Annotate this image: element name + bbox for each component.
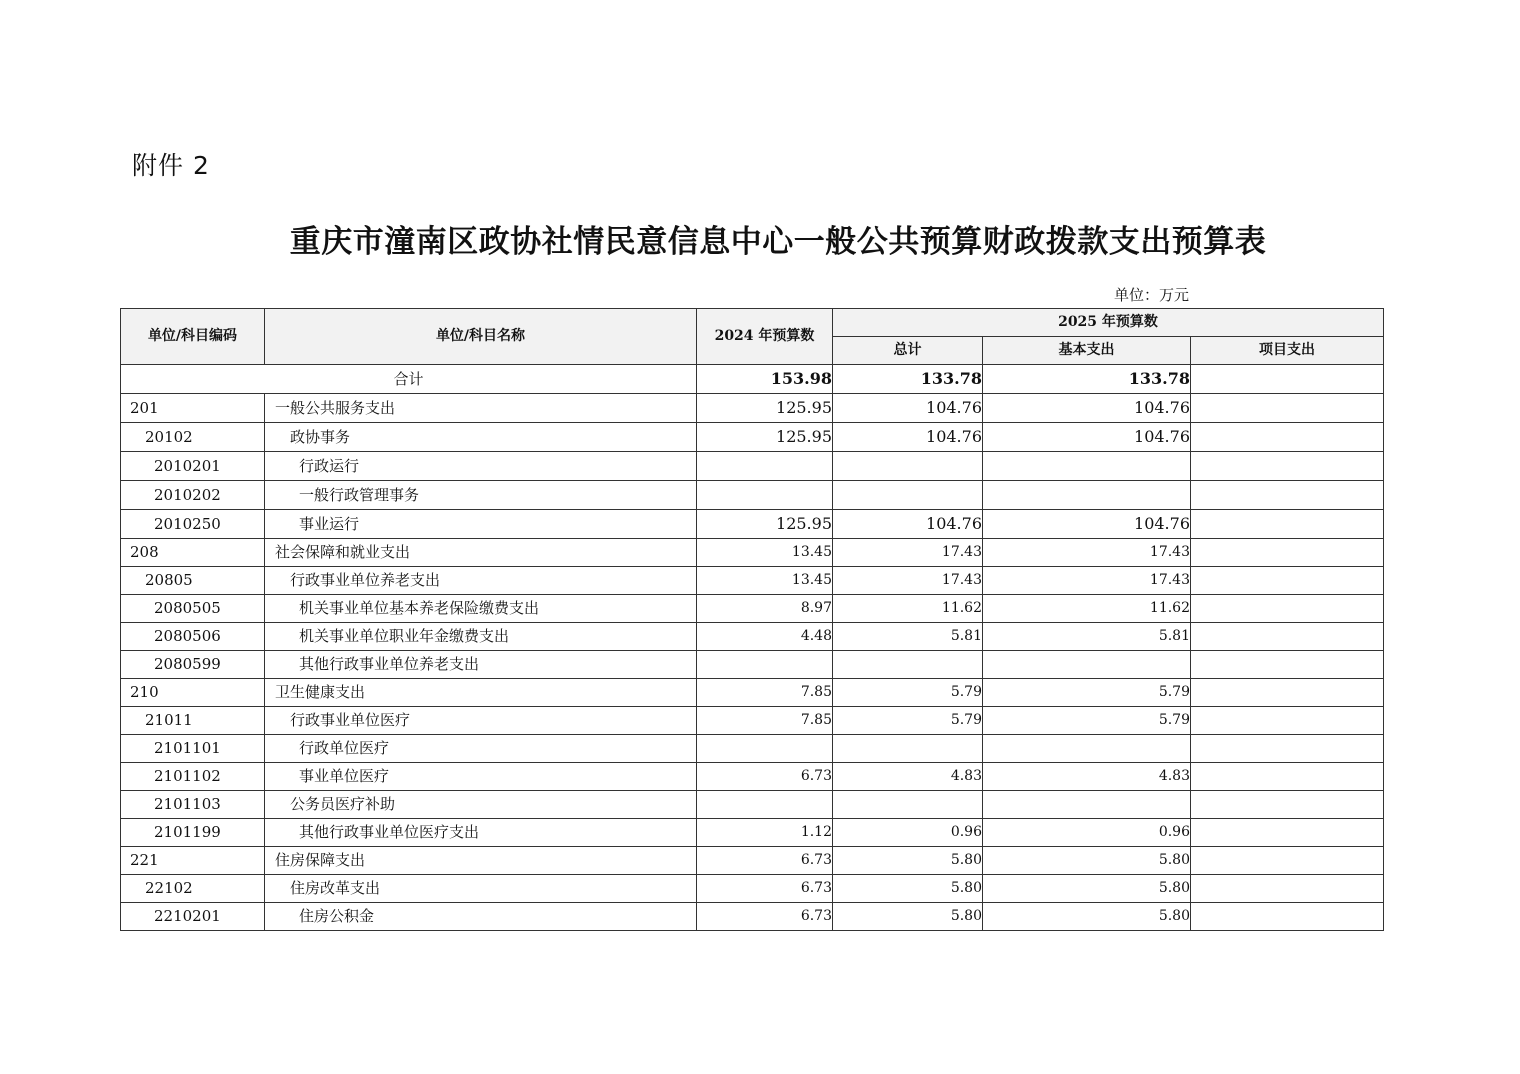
row-2024 bbox=[697, 735, 833, 763]
row-name: 一般公共服务支出 bbox=[265, 394, 697, 423]
row-name: 机关事业单位基本养老保险缴费支出 bbox=[265, 595, 697, 623]
table-row bbox=[121, 651, 1384, 679]
table-row bbox=[121, 623, 1384, 651]
table-row bbox=[121, 903, 1384, 931]
row-total: 17.43 bbox=[833, 539, 983, 567]
row-2024 bbox=[697, 651, 833, 679]
row-project bbox=[1191, 481, 1384, 510]
row-basic: 104.76 bbox=[983, 510, 1191, 539]
row-basic: 11.62 bbox=[983, 595, 1191, 623]
header-project: 项目支出 bbox=[1191, 337, 1384, 365]
row-total bbox=[833, 735, 983, 763]
table-row bbox=[121, 819, 1384, 847]
row-project bbox=[1191, 651, 1384, 679]
row-2024 bbox=[697, 452, 833, 481]
row-basic bbox=[983, 651, 1191, 679]
header-code: 单位/科目编码 bbox=[121, 309, 265, 365]
row-total: 104.76 bbox=[833, 510, 983, 539]
header-2025: 2025 年预算数 bbox=[833, 309, 1384, 337]
row-basic: 0.96 bbox=[983, 819, 1191, 847]
table-row bbox=[121, 423, 1384, 452]
row-name: 政协事务 bbox=[265, 423, 697, 452]
row-code: 2101199 bbox=[121, 819, 265, 847]
row-total bbox=[833, 651, 983, 679]
row-code: 2010202 bbox=[121, 481, 265, 510]
total-label: 合计 bbox=[121, 365, 697, 394]
row-project bbox=[1191, 623, 1384, 651]
row-total: 5.80 bbox=[833, 847, 983, 875]
header-total: 总计 bbox=[833, 337, 983, 365]
total-total: 133.78 bbox=[833, 365, 983, 394]
row-basic: 17.43 bbox=[983, 539, 1191, 567]
row-name: 住房保障支出 bbox=[265, 847, 697, 875]
table-header bbox=[121, 309, 1384, 365]
row-basic: 5.79 bbox=[983, 679, 1191, 707]
row-total: 17.43 bbox=[833, 567, 983, 595]
row-code: 2080505 bbox=[121, 595, 265, 623]
row-code: 221 bbox=[121, 847, 265, 875]
budget-table bbox=[120, 308, 1384, 931]
total-2024: 153.98 bbox=[697, 365, 833, 394]
row-project bbox=[1191, 567, 1384, 595]
row-basic: 104.76 bbox=[983, 423, 1191, 452]
row-name: 卫生健康支出 bbox=[265, 679, 697, 707]
row-basic: 17.43 bbox=[983, 567, 1191, 595]
row-basic bbox=[983, 452, 1191, 481]
header-name: 单位/科目名称 bbox=[265, 309, 697, 365]
row-basic: 4.83 bbox=[983, 763, 1191, 791]
row-project bbox=[1191, 423, 1384, 452]
row-project bbox=[1191, 595, 1384, 623]
total-row bbox=[121, 365, 1384, 394]
table-row bbox=[121, 567, 1384, 595]
row-code: 2010250 bbox=[121, 510, 265, 539]
row-code: 2101103 bbox=[121, 791, 265, 819]
row-total: 104.76 bbox=[833, 423, 983, 452]
row-name: 其他行政事业单位医疗支出 bbox=[265, 819, 697, 847]
row-code: 210 bbox=[121, 679, 265, 707]
row-code: 208 bbox=[121, 539, 265, 567]
row-project bbox=[1191, 791, 1384, 819]
row-project bbox=[1191, 510, 1384, 539]
table-row bbox=[121, 452, 1384, 481]
row-2024: 125.95 bbox=[697, 510, 833, 539]
table-row bbox=[121, 875, 1384, 903]
row-project bbox=[1191, 847, 1384, 875]
row-code: 2101102 bbox=[121, 763, 265, 791]
row-basic bbox=[983, 481, 1191, 510]
row-2024: 6.73 bbox=[697, 903, 833, 931]
row-code: 20805 bbox=[121, 567, 265, 595]
row-name: 公务员医疗补助 bbox=[265, 791, 697, 819]
row-2024: 7.85 bbox=[697, 707, 833, 735]
row-name: 事业单位医疗 bbox=[265, 763, 697, 791]
row-2024 bbox=[697, 791, 833, 819]
row-code: 2010201 bbox=[121, 452, 265, 481]
row-total: 0.96 bbox=[833, 819, 983, 847]
row-2024: 8.97 bbox=[697, 595, 833, 623]
row-code: 201 bbox=[121, 394, 265, 423]
row-total: 5.79 bbox=[833, 679, 983, 707]
table-row bbox=[121, 763, 1384, 791]
row-2024: 125.95 bbox=[697, 423, 833, 452]
total-project bbox=[1191, 365, 1384, 394]
table-row bbox=[121, 481, 1384, 510]
row-basic bbox=[983, 791, 1191, 819]
row-project bbox=[1191, 707, 1384, 735]
row-total: 5.80 bbox=[833, 903, 983, 931]
row-project bbox=[1191, 539, 1384, 567]
row-total: 4.83 bbox=[833, 763, 983, 791]
row-project bbox=[1191, 394, 1384, 423]
row-name: 社会保障和就业支出 bbox=[265, 539, 697, 567]
row-basic bbox=[983, 735, 1191, 763]
unit-label: 单位：万元 bbox=[1114, 286, 1190, 304]
row-name: 行政运行 bbox=[265, 452, 697, 481]
row-name: 其他行政事业单位养老支出 bbox=[265, 651, 697, 679]
page-title: 重庆市潼南区政协社情民意信息中心一般公共预算财政拨款支出预算表 bbox=[289, 224, 1267, 260]
row-basic: 5.80 bbox=[983, 875, 1191, 903]
row-project bbox=[1191, 763, 1384, 791]
row-project bbox=[1191, 452, 1384, 481]
total-basic: 133.78 bbox=[983, 365, 1191, 394]
table-row bbox=[121, 510, 1384, 539]
row-2024 bbox=[697, 481, 833, 510]
row-name: 行政事业单位医疗 bbox=[265, 707, 697, 735]
row-total: 5.79 bbox=[833, 707, 983, 735]
row-total: 5.80 bbox=[833, 875, 983, 903]
row-project bbox=[1191, 735, 1384, 763]
table-row bbox=[121, 679, 1384, 707]
table-row bbox=[121, 595, 1384, 623]
row-code: 21011 bbox=[121, 707, 265, 735]
row-total bbox=[833, 452, 983, 481]
row-project bbox=[1191, 679, 1384, 707]
row-name: 事业运行 bbox=[265, 510, 697, 539]
row-name: 行政事业单位养老支出 bbox=[265, 567, 697, 595]
table-row bbox=[121, 735, 1384, 763]
row-2024: 7.85 bbox=[697, 679, 833, 707]
row-code: 2080599 bbox=[121, 651, 265, 679]
row-name: 住房公积金 bbox=[265, 903, 697, 931]
row-code: 2210201 bbox=[121, 903, 265, 931]
row-basic: 5.79 bbox=[983, 707, 1191, 735]
header-2024: 2024 年预算数 bbox=[697, 309, 833, 365]
row-total bbox=[833, 481, 983, 510]
table-row bbox=[121, 707, 1384, 735]
header-basic: 基本支出 bbox=[983, 337, 1191, 365]
row-code: 22102 bbox=[121, 875, 265, 903]
row-basic: 104.76 bbox=[983, 394, 1191, 423]
row-2024: 6.73 bbox=[697, 847, 833, 875]
row-name: 行政单位医疗 bbox=[265, 735, 697, 763]
row-code: 2101101 bbox=[121, 735, 265, 763]
table-row bbox=[121, 791, 1384, 819]
table-row bbox=[121, 847, 1384, 875]
row-2024: 4.48 bbox=[697, 623, 833, 651]
row-code: 2080506 bbox=[121, 623, 265, 651]
row-2024: 6.73 bbox=[697, 763, 833, 791]
row-total bbox=[833, 791, 983, 819]
attachment-label: 附件 2 bbox=[132, 151, 210, 180]
row-2024: 125.95 bbox=[697, 394, 833, 423]
row-project bbox=[1191, 903, 1384, 931]
row-2024: 13.45 bbox=[697, 567, 833, 595]
row-total: 5.81 bbox=[833, 623, 983, 651]
table-row bbox=[121, 394, 1384, 423]
row-project bbox=[1191, 875, 1384, 903]
row-basic: 5.80 bbox=[983, 903, 1191, 931]
row-total: 11.62 bbox=[833, 595, 983, 623]
row-total: 104.76 bbox=[833, 394, 983, 423]
row-2024: 1.12 bbox=[697, 819, 833, 847]
row-basic: 5.81 bbox=[983, 623, 1191, 651]
row-name: 机关事业单位职业年金缴费支出 bbox=[265, 623, 697, 651]
row-2024: 6.73 bbox=[697, 875, 833, 903]
row-2024: 13.45 bbox=[697, 539, 833, 567]
table-row bbox=[121, 539, 1384, 567]
row-project bbox=[1191, 819, 1384, 847]
row-name: 住房改革支出 bbox=[265, 875, 697, 903]
row-name: 一般行政管理事务 bbox=[265, 481, 697, 510]
table-body bbox=[121, 365, 1384, 931]
row-code: 20102 bbox=[121, 423, 265, 452]
row-basic: 5.80 bbox=[983, 847, 1191, 875]
